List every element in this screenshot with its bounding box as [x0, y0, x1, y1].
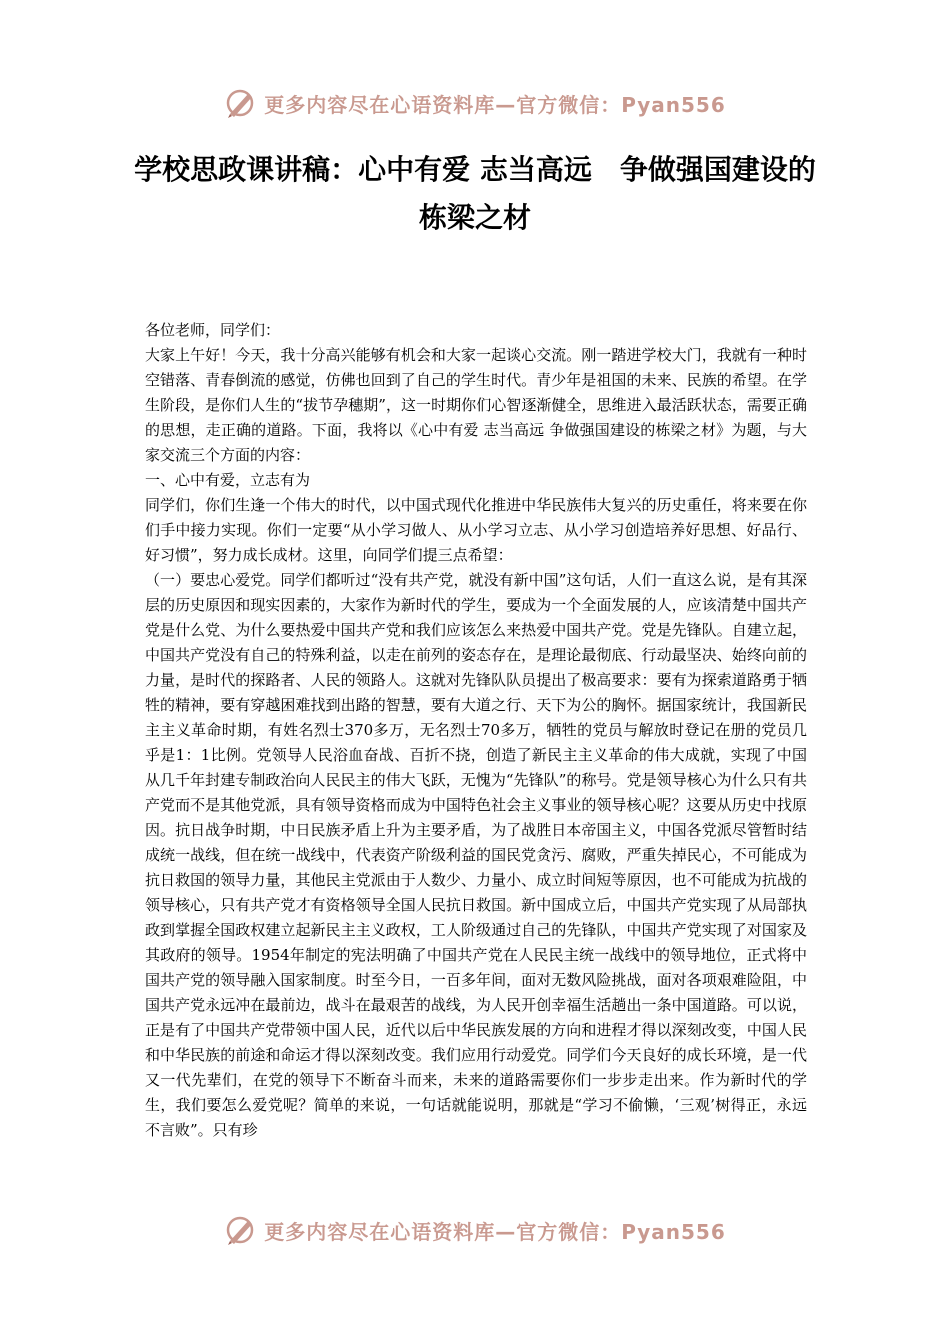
watermark-footer — [0, 1212, 950, 1248]
watermark-text: 更多内容尽在心语资料库—官方微信：Pyan556 — [264, 92, 726, 117]
watermark-text: 更多内容尽在心语资料库—官方微信：Pyan556 — [264, 1219, 726, 1244]
paragraph-intro: 大家上午好！今天，我十分高兴能够有机会和大家一起谈心交流。刚一踏进学校大门，我就有一种时空错落、青春倒流的感觉，仿佛也回到了自己的学生时代。青少年是祖国的未来、民族的希望。在学生阶段，是你们人生的“拔节孕穗期”，这一时期你们心智逐渐健全，思维进入最活跃状态，需要正确的思想，走正确的道路。下面，我将以《心中有爱 志当高远 争做强国建设的栋梁之材》为题，与大家交流三个方面的内容： — [145, 346, 807, 464]
document-body — [145, 318, 807, 1143]
section-heading-1: 一、心中有爱，立志有为 — [145, 471, 311, 489]
watermark-header — [0, 85, 950, 121]
pen-logo-icon — [224, 86, 258, 120]
document-title: 学校思政课讲稿：心中有爱 志当高远 争做强国建设的栋梁之材 — [134, 153, 816, 234]
pen-logo-icon — [224, 1213, 258, 1247]
paragraph-greeting: 各位老师，同学们： — [145, 321, 281, 339]
paragraph-love-party: （一）要忠心爱党。同学们都听过“没有共产党，就没有新中国”这句话，人们一直这么说，是有其深层的历史原因和现实因素的，大家作为新时代的学生，要成为一个全面发展的人，应该清楚中国共产党是什么党、为什么要热爱中国共产党和我们应该怎么来热爱中国共产党。党是先锋队。自建立起，中国共产党没有自己的特殊利益，以走在前列的姿态存在，是理论最彻底、行动最坚决、始终向前的力量，是时代的探路者、人民的领路人。这就对先锋队队员提出了极高要求：要有为探索道路勇于牺牲的精神，要有穿越困难找到出路的智慧，要有大道之行、天下为公的胸怀。据国家统计，我国新民主主义革命时期，有姓名烈士370多万，无名烈士70多万，牺牲的党员与解放时登记在册的党员几乎是1：1比例。党领导人民浴血奋战、百折不挠，创造了新民主主义革命的伟大成就，实现了中国从几千年封建专制政治向人民民主的伟大飞跃，无愧为“先锋队”的称号。党是领导核心为什么只有共产党而不是其他党派，具有领导资格而成为中国特色社会主义事业的领导核心呢？这要从历史中找原因。抗日战争时期，中日民族矛盾上升为主要矛盾，为了战胜日本帝国主义，中国各党派尽管暂时结成统一战线，但在统一战线中，代表资产阶级利益的国民党贪污、腐败，严重失掉民心，不可能成为抗日救国的领导力量，其他民主党派由于人数少、力量小、成立时间短等原因，也不可能成为抗战的领导核心，只有共产党才有资格领导全国人民抗日救国。新中国成立后，中国共产党实现了从局部执政到掌握全国政权建立起新民主主义政权，工人阶级通过自己的先锋队，中国共产党实现了对国家及其政府的领导。1954年制定的宪法明确了中国共产党在人民民主统一战线中的领导地位，正式将中国共产党的领导融入国家制度。时至今日，一百多年间，面对无数风险挑战，面对各项艰难险阻，中国共产党永远冲在最前边，战斗在最艰苦的战线，为人民开创幸福生活趟出一条中国道路。可以说，正是有了中国共产党带领中国人民，近代以后中华民族发展的方向和进程才得以深刻改变，中国人民和中华民族的前途和命运才得以深刻改变。我们应用行动爱党。同学们今天良好的成长环境，是一代又一代先辈们，在党的领导下不断奋斗而来，未来的道路需要你们一步步走出来。作为新时代的学生，我们要怎么爱党呢？简单的来说，一句话就能说明，那就是“学习不偷懒，‘三观’树得正，永远不言败”。只有珍 — [145, 571, 807, 1139]
paragraph-hopes: 同学们，你们生逢一个伟大的时代，以中国式现代化推进中华民族伟大复兴的历史重任，将来要在你们手中接力实现。你们一定要“从小学习做人、从小学习立志、从小学习创造培养好思想、好品行、好习惯”，努力成长成材。这里，向同学们提三点希望： — [145, 496, 807, 564]
